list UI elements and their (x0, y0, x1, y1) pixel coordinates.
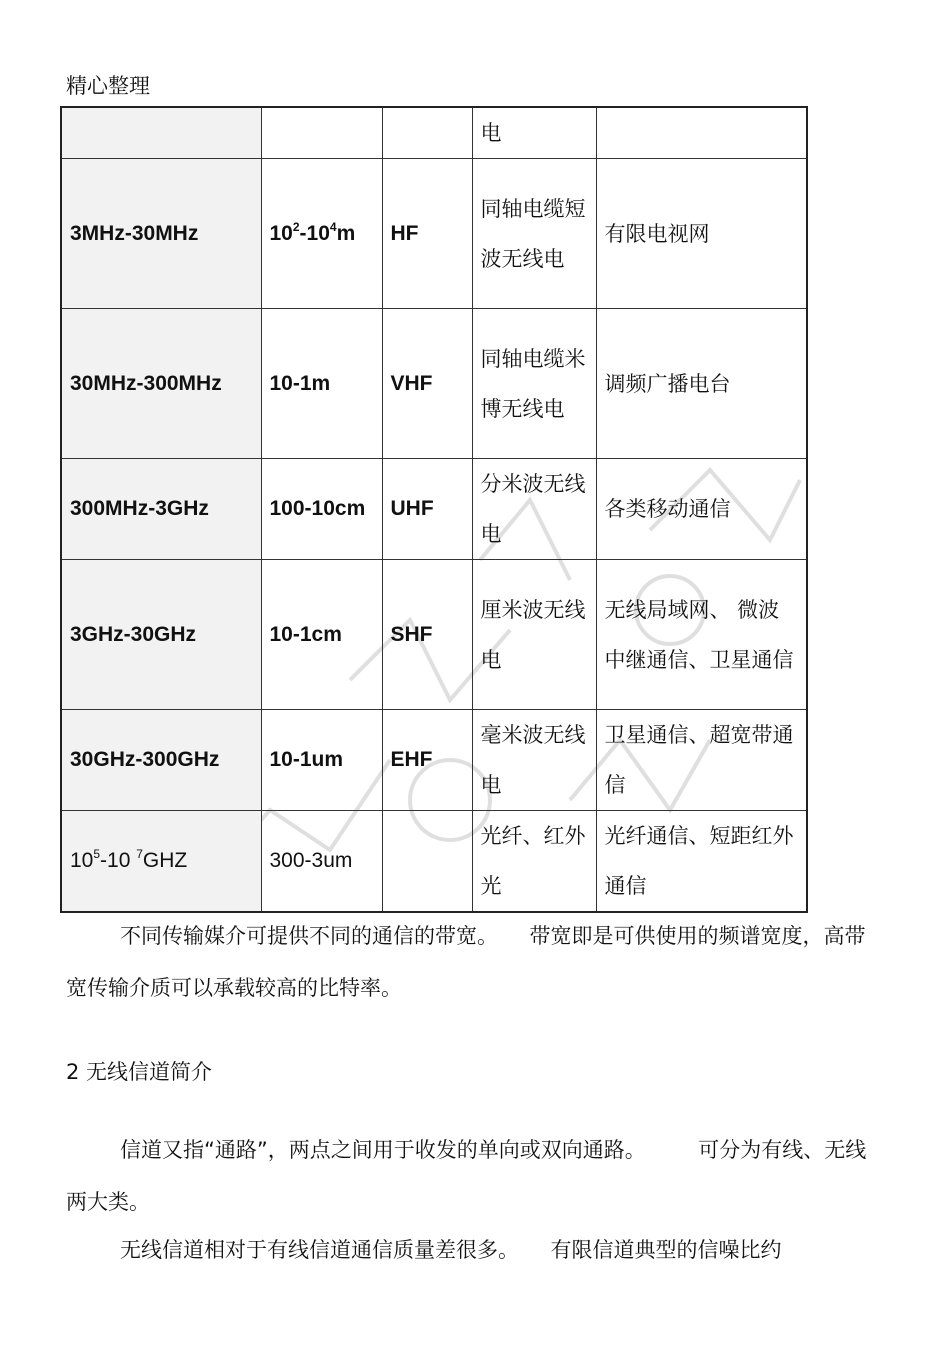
use-cell: 有限电视网 (596, 159, 807, 309)
table-row (61, 159, 807, 309)
table-row (61, 107, 807, 159)
medium-cell: 分米波无线电 (472, 459, 596, 560)
wavelength-cell: $10^2-10^4m$ (261, 159, 382, 309)
medium-cell: 同轴电缆短波无线电 (472, 159, 596, 309)
freq-cell (61, 107, 261, 159)
wavelength-cell: 300-3um (261, 811, 382, 913)
table-row (61, 710, 807, 811)
medium-cell: 同轴电缆米博无线电 (472, 309, 596, 459)
wavelength-cell: 10-1um (261, 710, 382, 811)
band-cell (382, 107, 472, 159)
table-row (61, 459, 807, 560)
band-cell: UHF (382, 459, 472, 560)
band-cell: SHF (382, 560, 472, 710)
band-cell: EHF (382, 710, 472, 811)
header-note: 精心整理 (66, 74, 150, 98)
freq-cell: 30GHz-300GHz (61, 710, 261, 811)
medium-cell: 光纤、红外光 (472, 811, 596, 913)
use-cell: 卫星通信、超宽带通信 (596, 710, 807, 811)
paragraph-channel: 信道又指“通路”，两点之间用于收发的单向或双向通路。 可分为有线、无线两大类。 (66, 1138, 867, 1214)
frequency-band-table (60, 106, 808, 913)
paragraph-wireless: 无线信道相对于有线信道通信质量差很多。 有限信道典型的信噪比约 (120, 1238, 782, 1262)
wavelength-cell: 100-10cm (261, 459, 382, 560)
paragraph-bandwidth: 不同传输媒介可提供不同的通信的带宽。 带宽即是可供使用的频谱宽度，高带宽传输介质可以承载较高的比特率。 (66, 924, 866, 1000)
freq-cell: 3MHz-30MHz (61, 159, 261, 309)
wavelength-cell (261, 107, 382, 159)
band-cell: VHF (382, 309, 472, 459)
band-cell (382, 811, 472, 913)
band-cell: HF (382, 159, 472, 309)
use-cell: 调频广播电台 (596, 309, 807, 459)
use-cell (596, 107, 807, 159)
freq-cell: 30MHz-300MHz (61, 309, 261, 459)
freq-cell: $10^5-10$ $^7$GHZ (61, 811, 261, 913)
use-cell: 无线局域网、 微波中继通信、卫星通信 (596, 560, 807, 710)
table-row (61, 560, 807, 710)
freq-cell: 3GHz-30GHz (61, 560, 261, 710)
wavelength-cell: 10-1cm (261, 560, 382, 710)
medium-cell: 毫米波无线电 (472, 710, 596, 811)
wavelength-cell: 10-1m (261, 309, 382, 459)
table-row (61, 309, 807, 459)
freq-cell: 300MHz-3GHz (61, 459, 261, 560)
table-row (61, 811, 807, 913)
section-title: 2 无线信道简介 (66, 1060, 213, 1084)
use-cell: 光纤通信、短距红外通信 (596, 811, 807, 913)
use-cell: 各类移动通信 (596, 459, 807, 560)
medium-cell: 厘米波无线电 (472, 560, 596, 710)
medium-cell: 电 (472, 107, 596, 159)
